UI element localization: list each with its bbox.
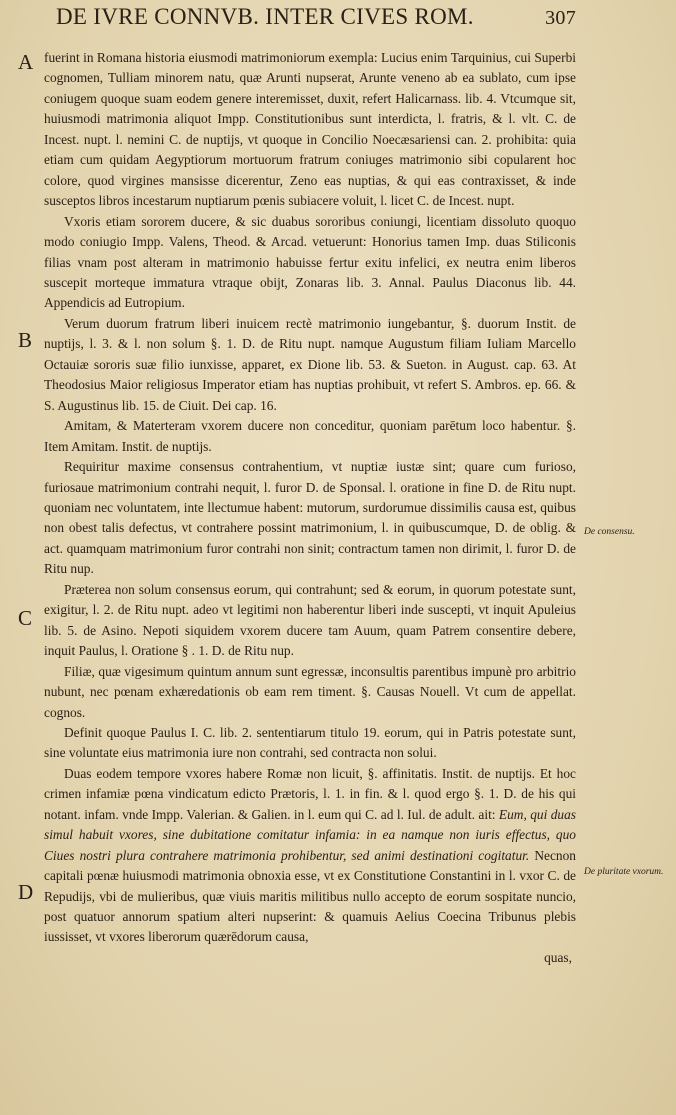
running-title: DE IVRE CONNVB. INTER CIVES ROM. xyxy=(56,4,474,29)
paragraph: Præterea non solum consensus eorum, qui contrahunt; sed & eorum, in quorum potestate sunt, exigitur, l. 2. de Ritu nupt. adeo vt legitimi non haberentur liberi inde suscepti, vt inquit Apuleius lib. 5. de Asino. Nepoti siquidem vxorem ducere tam Auum, quam Patrem consentire debere, inquit Paulus, l. Oratione § . 1. D. de Ritu nup. xyxy=(44,581,576,659)
paragraph: Vxoris etiam sororem ducere, & sic duabus sororibus coniungi, licentiam dissoluto quoquo modo coniugio Impp. Valens, Theod. & Arcad. vetuerunt: Honorius tamen Imp. duas Stiliconis filias vnam post alteram in matrimonio habuisse fertur exitu infelici, ex neutra enim liberos suscepit morteque immatura vtraque obijt, Zonaras lib. 3. Annal. Paulus Diaconus lib. 44. Appendicis ad Eutropium. xyxy=(44,213,576,311)
paragraph-last xyxy=(44,764,576,948)
margin-letter-b: B xyxy=(18,328,33,352)
paragraph: Filiæ, quæ vigesimum quintum annum sunt egressæ, inconsultis parentibus impunè pro arbitrio nubunt, nec pœnam exhæredationis ob eam rem timent. §. Causas Nouell. Vt cum de appellat. cognos. xyxy=(44,663,576,720)
side-note-consensu: De consensu. xyxy=(584,527,635,537)
paragraph: Verum duorum fratrum liberi inuicem rectè matrimonio iungebantur, §. duorum Instit. de nuptijs, l. 3. & l. non solum §. 1. D. de Ritu nupt. namque Augustum filiam Iuliam Marcello Octauiæ sororis suæ filio iunxisse, apparet, ex Dione lib. 53. & Sueton. in August. cap. 63. At Theodosius Maior religiosus Imperator etiam has nuptias prohibuit, vt refert S. Ambros. ep. 66. & S. Augustinus lib. 15. de Ciuit. Dei cap. 16. xyxy=(44,315,576,413)
catchword: quas, xyxy=(544,949,572,965)
quotation-italic: Eum, qui duas simul habuit vxores, sine dubitatione comitatur infamia: in ea namque non iuris effectus, quo Ciues nostri plura contrahere matrimonia prohibentur, sed animi destinationi cogitatur. xyxy=(44,806,576,863)
paragraph-text: Necnon capitali pœnæ huiusmodi matrimonia obnoxia esse, vt ex Constitutione Constantini in l. vxor C. de Repudijs, vbi de mulieribus, quæ viuis maritis militibus nullo accepto de eorum sospitate nuncio, post quatuor annorum spatium alteri nupserint: & quamuis Aelius Coecina Tribunus plebis iussisset, vt vxores liberorum quærēdorum causa, xyxy=(44,847,576,945)
paragraph: Definit quoque Paulus I. C. lib. 2. sententiarum titulo 19. eorum, qui in Patris potestate sunt, sine voluntate eius matrimonia iure non contrahi, sed contracta non solui. xyxy=(44,724,576,761)
side-note-pluritate: De pluritate vxorum. xyxy=(584,867,664,877)
margin-letter-a: A xyxy=(18,50,34,74)
paragraph: fuerint in Romana historia eiusmodi matrimoniorum exempla: Lucius enim Tarquinius, cui Superbi cognomen, Tulliam minorem natu, quæ Arunti nupserat, Arunte veneno ab ea sublato, cum ipse coniugem quoque suam eodem genere interemisset, duxit, refert Halicarnass. lib. 4. Vtcumque sit, huiusmodi matrimonia aliquot Impp. Constitutionibus sunt interdicta, l. fratris, & l. vlt. C. de Incest. nupt. l. nemini C. de nuptijs, vt quoque in Concilio Noecæsariensi can. 2. prohibita: quia etiam cum quidam Aegyptiorum mortuorum fratrum coniuges matrimonio sibi copularent hoc colore, quod virgines mansisse dicerentur, Zeno eas nuptias, & qui eas contraxisset, & inde susceptos libros incestarum nuptiarum pœnis subiacere voluit, l. licet C. de Incest. nupt. xyxy=(44,50,576,209)
body-text xyxy=(44,48,576,968)
paragraph-text: Duas eodem tempore vxores habere Romæ non licuit, §. affinitatis. Instit. de nuptijs. Et hoc crimen infamiæ pœna vindicatum edicto Prætoris, l. 1. in fin. & l. quod ergo §. 1. D. de his qui notant. infam. vnde Impp. Valerian. & Galien. in l. eum qui C. ad l. Iul. de adult. ait: xyxy=(44,765,576,822)
margin-letter-d: D xyxy=(18,880,34,904)
paragraph: Amitam, & Materteram vxorem ducere non conceditur, quoniam parētum loco habentur. §. Item Amitam. Instit. de nuptijs. xyxy=(44,418,576,454)
margin-letter-c: C xyxy=(18,606,33,630)
running-header xyxy=(56,4,576,38)
paragraph: Requiritur maxime consensus contrahentium, vt nuptiæ iustæ sint; quare cum furioso, furiosaue matrimonium contrahi nequit, l. furor D. de Sponsal. l. oratione in fine D. de Ritu nupt. quoniam nec voluntatem, inte llectumue habent: mutorum, surdorumue dissimilis causa est, quibus non obest talis defectus, vt contrahere possint matrimonium, l. in quibuscumque, D. de oblig. & act. quamquam matrimonium furor contrahi non sinit; contractum tamen non dirimit, l. furor D. de Ritu nup. xyxy=(44,459,576,577)
page-number: 307 xyxy=(545,7,576,29)
